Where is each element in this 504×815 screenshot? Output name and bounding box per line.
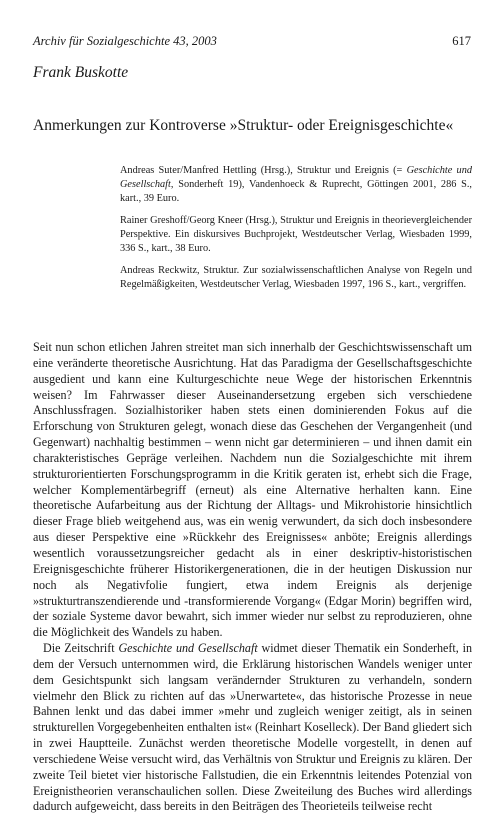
- ref-3-text: Andreas Reckwitz, Struktur. Zur sozialwissenschaftlichen Analyse von Regeln und Regelmäßigkeiten, Westdeutscher Verlag, Wiesbaden 1997, 196 S., kart., vergriffen.: [120, 265, 472, 290]
- ref-1-series: Geschichte und Gesellschaft: [120, 165, 472, 190]
- reviewed-book-3: [120, 264, 472, 292]
- article-title: Anmerkungen zur Kontroverse »Struktur- oder Ereignisgeschichte«: [33, 117, 454, 134]
- article-author: Frank Buskotte: [33, 64, 129, 81]
- ref-1-text: Andreas Suter/Manfred Hettling (Hrsg.), Struktur und Ereignis (=: [120, 165, 407, 176]
- running-header: [33, 34, 471, 50]
- article-body: [33, 340, 472, 815]
- reviewed-book-2: [120, 214, 472, 256]
- reviewed-book-1: [120, 164, 472, 206]
- p2-text-start: Die Zeitschrift: [43, 641, 119, 656]
- p2-text-rest: widmet dieser Thematik ein Sonderheft, in dem der Versuch unternommen wird, die Erklärung historischen Wandels weniger unter dem Gesichtspunkt sich langsam verändernder Strukturen zu verhandeln, sondern vielmehr den Blick zu richten auf das »Unerwartete«, das historische Prozesse in neue Bahnen lenkt und das dabei immer »mehr und zugleich weniger zeitigt, als in seinen strukturellen Vorgegebenheiten enthalten ist« (Reinhart Koselleck). Der Band gliedert sich in zwei Hauptteile. Zunächst werden theoretische Modelle vorgestellt, in denen auf verschiedene Weise versucht wird, das Verhältnis von Struktur und Ereignis zu klären. Der zweite Teil bietet vier historische Fallstudien, die ein Erkenntnis leitendes Potenzial von Ereignistheorien veranschaulichen sollen. Diese Zweiteilung des Buches wird allerdings dadurch aufgeweicht, dass bereits in den Beiträgen des Theorieteils teilweise recht: [33, 641, 473, 814]
- p2-journal-title: Geschichte und Gesellschaft: [118, 641, 258, 656]
- ref-2-text: Rainer Greshoff/Georg Kneer (Hrsg.), Struktur und Ereignis in theorievergleichender Perspektive. Ein diskursives Buchprojekt, Westdeutscher Verlag, Wiesbaden 1999, 336 S., kart., 38 Euro.: [120, 215, 472, 254]
- page-number: 617: [452, 34, 471, 48]
- ref-1-tail: , Sonderheft 19), Vandenhoeck & Ruprecht, Göttingen 2001, 286 S., kart., 39 Euro.: [120, 179, 472, 204]
- journal-citation: Archiv für Sozialgeschichte 43, 2003: [33, 34, 217, 48]
- body-paragraph-2: [33, 641, 472, 815]
- body-paragraph-1: Seit nun schon etlichen Jahren streitet man sich innerhalb der Geschichtswissenschaft um eine veränderte theoretische Ausrichtung. Hat das Paradigma der Gesellschaftsgeschichte ausgedient und kann eine Kulturgeschichte neue Wege der historischen Erkenntnis weisen? Im Fahrwasser dieser Auseinandersetzung ergeben sich verschiedene Anschlussfragen. Sozialhistoriker haben stets einen dominierenden Fokus auf die Erforschung von Strukturen gelegt, wonach diese das Geschehen der Vergangenheit (und Gegenwart) nachhaltig bestimmen – wenn nicht gar determinieren – und ihnen damit ein charakteristisches Gepräge verleihen. Nachdem nun die Sozialgeschichte mit ihrem strukturorientierten Forschungsprogramm in die Kritik geraten ist, erhebt sich die Frage, welcher Komplementärbegriff (erneut) als eine Alternative herhalten kann. Eine theoretische Aufarbeitung aus der Richtung der Alltags- und Mikrohistorie hinsichtlich dieser Frage blieb weitgehend aus, was ein wenig verwundert, da sich doch insbesondere aus dieser Perspektive eine »Rückkehr des Ereignisses« anböte; Ereignis allerdings wesentlich voraussetzungsreicher gedacht als in einer deskriptiv-historistischen Ereignisgeschichte früherer Historikergenerationen, die in der heutigen Diskussion nur noch als Negativfolie fungiert, etwa indem Ereignis als derjenige »strukturtranszendierende und -transformierende Vorgang« (Edgar Morin) begriffen wird, der soziale Systeme davor bewahrt, sich immer wieder nur selbst zu reproduzieren, ohne die Möglichkeit des Wandels zu haben.: [33, 340, 472, 640]
- reviewed-books-list: [120, 164, 472, 300]
